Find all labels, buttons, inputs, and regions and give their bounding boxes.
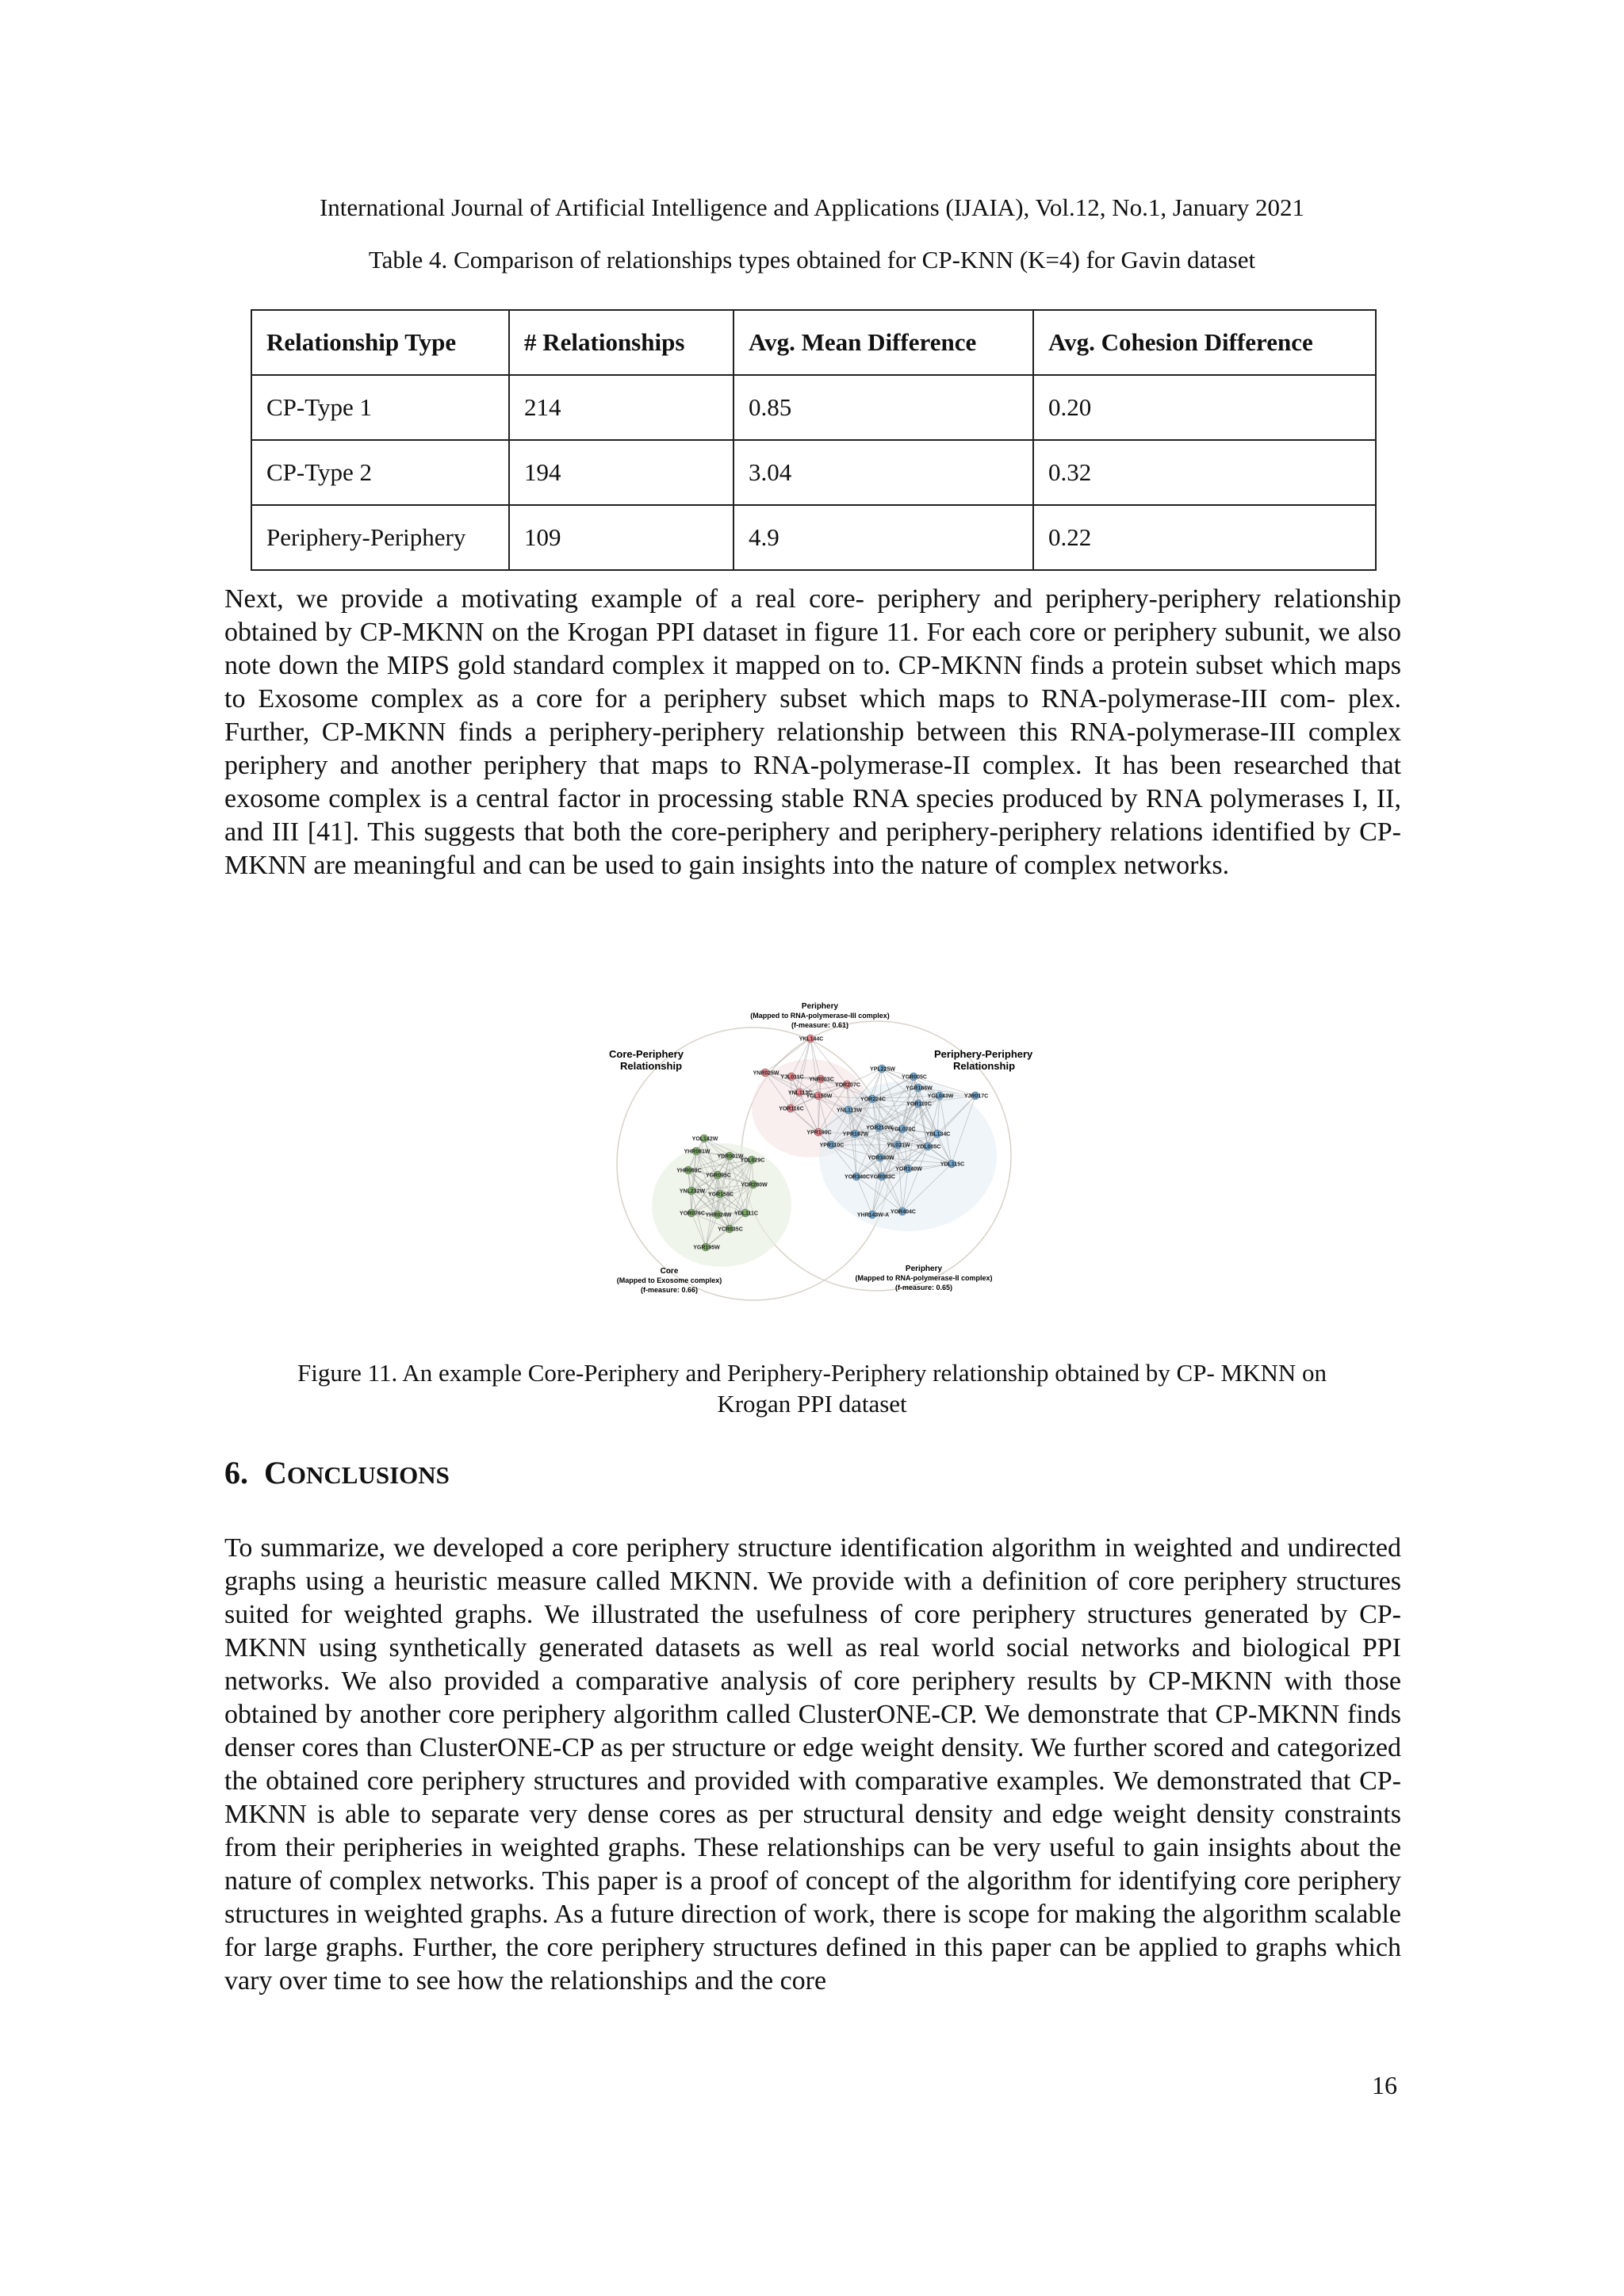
label-core-title: Core xyxy=(660,1267,679,1276)
label-core-subtitle: (Mapped to Exosome complex) xyxy=(616,1276,722,1284)
body-paragraph-conclusions: To summarize, we developed a core periphery structure identification algorithm in weighted and undirected graphs using a heuristic measure called MKNN. We provide with a definition of core periphery structures suited for weighted graphs. We illustrated the usefulness of core periphery structures generated by CP-MKNN using synthetically generated datasets as well as real world social networks and biological PPI networks. We also provided a comparative analysis of core periphery results by CP-MKNN with those obtained by another core periphery algorithm called ClusterONE-CP. We demonstrate that CP-MKNN finds denser cores than ClusterONE-CP as per structure or edge weight density. We further scored and categorized the obtained core periphery structures and provided with comparative examples. We demonstrated that CP-MKNN is able to separate very dense cores as per structural density and edge weight density constraints from their peripheries in weighted graphs. These relationships can be very useful to gain insights about the nature of complex networks. This paper is a proof of concept of the algorithm for identifying core periphery structures in weighted graphs. As a future direction of work, there is scope for making the algorithm scalable for large graphs. Further, the core periphery structures defined in this paper can be applied to graphs which vary over time to see how the relationships and the core xyxy=(224,1533,1401,1996)
node-label: YIL021W xyxy=(887,1142,910,1149)
node-label: YPR187W xyxy=(842,1131,869,1138)
node-label: YGR158C xyxy=(708,1192,733,1198)
node-label: YGL043W xyxy=(927,1093,954,1100)
node-label: YKL144C xyxy=(799,1036,824,1043)
node-label: YOR340C xyxy=(845,1174,870,1181)
green-cluster-region xyxy=(652,1143,791,1267)
node-label: YDL005C xyxy=(916,1144,941,1150)
table-cell: CP-Type 1 xyxy=(251,375,509,440)
node-label: YGR095C xyxy=(706,1173,731,1179)
page-number: 16 xyxy=(1372,2071,1397,2099)
label-top-fmeasure: (f-measure: 0.61) xyxy=(791,1021,849,1029)
node-label: YOR210W xyxy=(866,1125,893,1131)
label-right-subtitle: (Mapped to RNA-polymerase-II complex) xyxy=(855,1274,993,1282)
node-label: YNL113W xyxy=(837,1108,862,1114)
table-cell: CP-Type 2 xyxy=(251,440,509,505)
label-core-periphery-2: Relationship xyxy=(620,1060,683,1072)
node-label: YGR005C xyxy=(902,1074,927,1081)
table-cell: 0.85 xyxy=(733,375,1033,440)
node-label: YHR143W-A xyxy=(856,1212,890,1219)
node-label: YBL134C xyxy=(925,1131,951,1138)
node-label: YOR116C xyxy=(779,1106,804,1112)
column-header: Avg. Cohesion Difference xyxy=(1033,310,1376,375)
table-row xyxy=(251,375,1376,440)
label-core-fmeasure: (f-measure: 0.66) xyxy=(640,1286,699,1294)
node-label: YDL115C xyxy=(940,1161,965,1168)
node-label: YDL029C xyxy=(740,1158,765,1164)
node-label: YOL142W xyxy=(691,1136,718,1142)
node-label: YNR025W xyxy=(753,1070,779,1077)
label-periphery-periphery-1: Periphery-Periphery xyxy=(934,1048,1033,1060)
column-header: Avg. Mean Difference xyxy=(733,310,1033,375)
node-label: YHR081W xyxy=(684,1149,710,1155)
figure-caption xyxy=(0,1357,1624,1419)
node-label: YDR001W xyxy=(717,1154,744,1160)
node-label: YGR063C xyxy=(870,1174,895,1181)
node-label: YGR195W xyxy=(693,1245,720,1251)
section-heading xyxy=(224,1454,450,1491)
node-label: YOR110C xyxy=(906,1101,932,1108)
table-cell: 0.20 xyxy=(1033,375,1376,440)
node-label: YJL011C xyxy=(780,1074,804,1081)
network-diagram xyxy=(603,997,1039,1307)
table-header-row xyxy=(251,310,1376,375)
node-label: YNL232W xyxy=(679,1188,706,1195)
label-periphery-periphery-2: Relationship xyxy=(953,1060,1016,1072)
node-label: YPR110C xyxy=(819,1142,845,1149)
label-right-fmeasure: (f-measure: 0.65) xyxy=(894,1284,953,1292)
node-label: YOR207C xyxy=(835,1082,860,1089)
table-cell: 3.04 xyxy=(733,440,1033,505)
node-label: YOR340W xyxy=(868,1155,894,1161)
label-top-title: Periphery xyxy=(801,1002,839,1011)
running-header: International Journal of Artificial Intelligence and Applications (IJAIA), Vol.12, No.1, January 2021 xyxy=(319,193,1304,221)
node-label: YNR003C xyxy=(809,1077,834,1083)
section-title-rest: ONCLUSIONS xyxy=(286,1461,450,1489)
table-cell: 0.22 xyxy=(1033,505,1376,570)
label-core-periphery-1: Core-Periphery xyxy=(609,1048,684,1060)
section-number: 6. xyxy=(224,1455,248,1490)
node-label: YDL111C xyxy=(734,1211,758,1217)
node-label: YGL150W xyxy=(806,1093,833,1100)
label-right-title: Periphery xyxy=(905,1265,943,1273)
body-paragraph-motivating-example: Next, we provide a motivating example of a real core- periphery and periphery-periphery relationship obtained by CP-MKNN on the Krogan PPI dataset in figure 11. For each core or periphery subunit, we also note down the MIPS gold standard complex it mapped on to. CP-MKNN finds a protein subset which maps to Exosome complex as a core for a periphery subset which maps to RNA-polymerase-III com- plex. Further, CP-MKNN finds a periphery-periphery relationship between this RNA-polymerase-III complex periphery and another periphery that maps to RNA-polymerase-II complex. It has been researched that exosome complex is a central factor in processing stable RNA species produced by RNA polymerases I, II, and III [41]. This suggests that both the core-periphery and periphery-periphery relations identified by CP-MKNN are meaningful and can be used to gain insights into the nature of complex networks. xyxy=(224,584,1401,880)
node-label: YPL225W xyxy=(870,1066,895,1073)
node-label: YOR404C xyxy=(891,1209,916,1215)
table-row xyxy=(251,440,1376,505)
figure-caption-line-2: Krogan PPI dataset xyxy=(717,1390,907,1418)
node-label: YOR224C xyxy=(860,1096,886,1103)
table-cell: 214 xyxy=(509,375,733,440)
table-cell: 194 xyxy=(509,440,733,505)
table-cell: 4.9 xyxy=(733,505,1033,570)
node-label: YGR186W xyxy=(906,1085,933,1092)
column-header: Relationship Type xyxy=(251,310,509,375)
figure-caption-line-1: Figure 11. An example Core-Periphery and Periphery-Periphery relationship obtained by CP- MKNN on xyxy=(297,1359,1327,1387)
node-label: YHR069C xyxy=(676,1168,702,1174)
node-label: YOR140W xyxy=(895,1166,922,1173)
node-label: YOR280W xyxy=(741,1182,768,1188)
node-label: YPR190C xyxy=(806,1130,832,1136)
section-title-initial: C xyxy=(264,1455,287,1490)
figure-11 xyxy=(603,997,1039,1307)
relationship-table xyxy=(251,309,1377,571)
table-row xyxy=(251,505,1376,570)
node-label: YNL113C xyxy=(787,1090,813,1096)
table-cell: 109 xyxy=(509,505,733,570)
table-caption: Table 4. Comparison of relationships types obtained for CP-KNN (K=4) for Gavin dataset xyxy=(368,246,1256,274)
label-top-subtitle: (Mapped to RNA-polymerase-III complex) xyxy=(750,1012,890,1020)
node-label: YOR076C xyxy=(680,1211,705,1217)
node-label: YCR035C xyxy=(718,1226,743,1233)
column-header: # Relationships xyxy=(509,310,733,375)
node-label: YHR024W xyxy=(705,1212,732,1219)
node-label: YGL070C xyxy=(891,1127,916,1133)
node-label: YJR017C xyxy=(963,1093,989,1100)
table-cell: 0.32 xyxy=(1033,440,1376,505)
table-cell: Periphery-Periphery xyxy=(251,505,509,570)
